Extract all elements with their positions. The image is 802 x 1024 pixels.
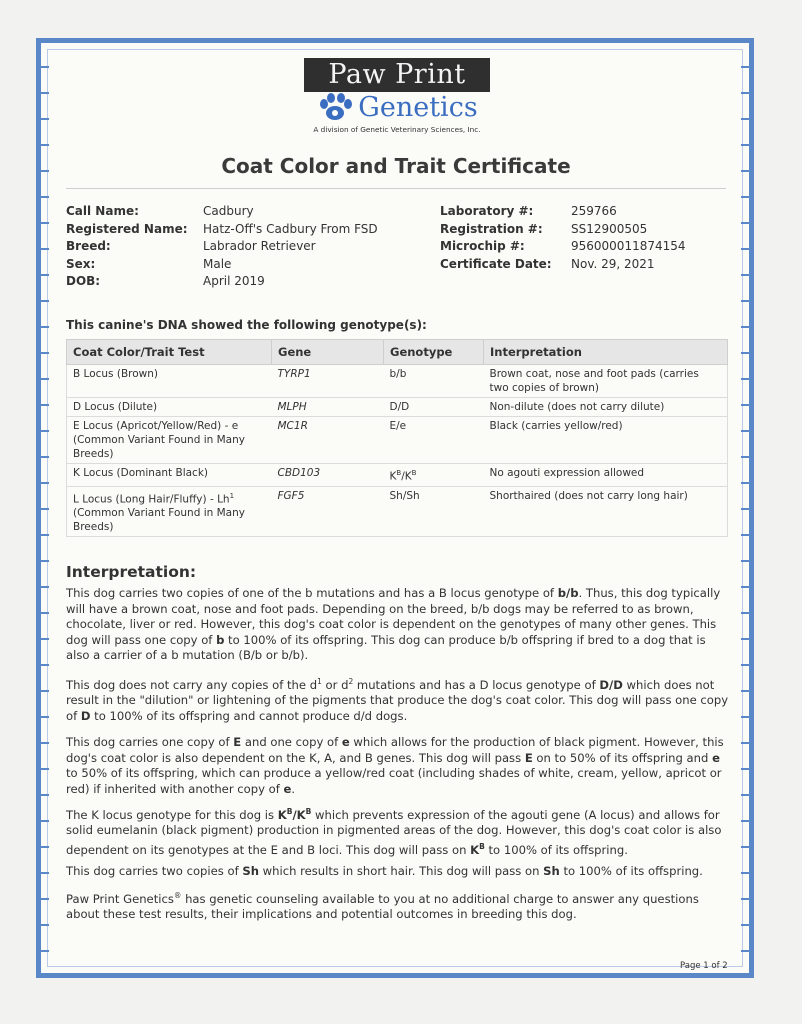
genetic-counseling-paragraph: Paw Print Genetics® has genetic counseling available to you at no additional charge to answer any questions about these test results, their implications and potential outcomes in breeding this dog. xyxy=(66,891,699,922)
paw-print-icon xyxy=(316,93,356,123)
info-label: DOB: xyxy=(66,274,101,288)
border-tick xyxy=(41,222,49,224)
border-tick xyxy=(41,248,49,250)
info-row-certificate-date xyxy=(440,256,686,274)
info-value: Nov. 29, 2021 xyxy=(571,256,655,271)
info-row-registration xyxy=(440,221,686,239)
border-tick xyxy=(41,716,49,718)
border-tick xyxy=(41,196,49,198)
border-tick xyxy=(41,534,49,536)
info-label: Breed: xyxy=(66,239,111,253)
info-value: Male xyxy=(203,256,232,271)
border-tick xyxy=(41,144,49,146)
info-value: Labrador Retriever xyxy=(203,239,316,253)
border-tick xyxy=(41,690,49,692)
test-cell xyxy=(67,365,272,398)
interpretation-cell: Non-dilute (does not carry dilute) xyxy=(484,398,728,417)
gene-cell: FGF5 xyxy=(272,486,384,537)
genotype-cell: E/e xyxy=(384,417,484,464)
info-label: Microchip #: xyxy=(440,239,525,253)
column-header: Gene xyxy=(272,340,384,365)
interpretation-paragraph-b-locus: This dog carries two copies of one of the b mutations and has a B locus genotype of b/b. Thus, this dog typically will have a brown coat, nose and foot pads. Depending on the breed, b/b dogs may be referred to as brown, chocolate, liver or red. However, this dog's coat color is dependent on the genotypes of many other genes. This dog will pass one copy of b to 100% of its offspring. This dog can produce b/b offspring if bred to a dog that is also a carrier of a b mutation (B/b or b/b). xyxy=(66,586,721,662)
border-tick xyxy=(741,300,749,302)
interpretation-paragraph-e-locus: This dog carries one copy of E and one copy of e which allows for the production of black pigment. However, this dog's coat color is also dependent on the K, A, and B genes. This dog will pass E on to 50% of its offspring and e to 50% of its offspring, which can produce a yellow/red coat (including shades of white, cream, yellow, apricot or red) if inherited with another copy of e. xyxy=(66,735,724,796)
interpretation-cell: Shorthaired (does not carry long hair) xyxy=(484,486,728,537)
border-tick xyxy=(741,794,749,796)
border-tick xyxy=(741,612,749,614)
border-tick xyxy=(41,898,49,900)
genotype-table xyxy=(66,339,728,537)
border-tick xyxy=(41,300,49,302)
border-tick xyxy=(41,638,49,640)
info-value: April 2019 xyxy=(203,274,265,288)
table-header-row xyxy=(67,340,728,365)
border-tick xyxy=(41,118,49,120)
border-tick xyxy=(741,768,749,770)
border-tick xyxy=(741,170,749,172)
border-tick xyxy=(741,820,749,822)
info-row-breed xyxy=(66,238,378,256)
gene-cell: CBD103 xyxy=(272,464,384,487)
test-name: D Locus (Dilute) xyxy=(73,401,158,413)
border-tick xyxy=(41,742,49,744)
table-row xyxy=(67,486,728,537)
page-number: Page 1 of 2 xyxy=(680,961,728,971)
border-tick xyxy=(741,586,749,588)
border-tick xyxy=(741,430,749,432)
border-tick xyxy=(741,742,749,744)
border-tick xyxy=(741,950,749,952)
info-label: Registered Name: xyxy=(66,221,188,236)
info-value: 259766 xyxy=(571,204,617,218)
border-tick xyxy=(41,950,49,952)
interpretation-paragraph-d-locus: This dog does not carry any copies of the $d^1$ or $d^2$ mutations and has a D locus genotype of D/D which does not result in the "dilution" or lightening of the pigments that produce the dog's coat color. This dog will pass one copy of D to 100% of its offspring and cannot produce d/d dogs. xyxy=(66,677,729,723)
test-cell xyxy=(67,417,272,464)
info-value: SS12900505 xyxy=(571,221,648,236)
info-value: 956000011874154 xyxy=(571,239,686,253)
border-tick xyxy=(41,66,49,68)
border-tick xyxy=(741,638,749,640)
info-label: Laboratory #: xyxy=(440,204,534,218)
test-superscript: 1 xyxy=(229,491,235,500)
border-tick xyxy=(741,872,749,874)
column-header: Coat Color/Trait Test xyxy=(67,340,272,365)
info-label: Certificate Date: xyxy=(440,256,552,271)
border-tick xyxy=(41,456,49,458)
border-tick xyxy=(741,144,749,146)
info-row-dob xyxy=(66,273,378,291)
border-tick xyxy=(741,196,749,198)
info-label: Sex: xyxy=(66,256,96,271)
border-tick xyxy=(741,222,749,224)
column-header: Genotype xyxy=(384,340,484,365)
border-tick xyxy=(741,560,749,562)
border-tick xyxy=(741,118,749,120)
border-tick xyxy=(41,92,49,94)
border-tick xyxy=(41,872,49,874)
border-tick xyxy=(741,846,749,848)
border-tick xyxy=(41,482,49,484)
test-name: K Locus (Dominant Black) xyxy=(73,467,209,479)
logo-paw-print-text: Paw Print xyxy=(304,58,490,92)
border-tick xyxy=(741,716,749,718)
border-tick xyxy=(741,456,749,458)
info-label: Registration #: xyxy=(440,221,543,236)
page-title: Coat Color and Trait Certificate xyxy=(221,154,571,178)
border-tick xyxy=(41,664,49,666)
border-tick xyxy=(741,482,749,484)
border-tick xyxy=(41,794,49,796)
border-tick xyxy=(41,430,49,432)
border-tick xyxy=(741,404,749,406)
border-tick xyxy=(41,924,49,926)
test-cell xyxy=(67,486,272,537)
border-tick xyxy=(741,690,749,692)
border-tick xyxy=(741,898,749,900)
border-tick xyxy=(41,846,49,848)
test-cell xyxy=(67,464,272,487)
title-divider xyxy=(66,188,726,189)
border-tick xyxy=(741,248,749,250)
info-row-call-name xyxy=(66,203,378,221)
border-tick xyxy=(741,378,749,380)
test-cell xyxy=(67,398,272,417)
interpretation-cell: Brown coat, nose and foot pads (carries two copies of brown) xyxy=(484,365,728,398)
genotype-cell: $K^B/K^B$ xyxy=(384,464,484,487)
interpretation-cell: Black (carries yellow/red) xyxy=(484,417,728,464)
info-label: Call Name: xyxy=(66,204,139,218)
interpretation-cell: No agouti expression allowed xyxy=(484,464,728,487)
genotype-cell: D/D xyxy=(384,398,484,417)
test-name: E Locus (Apricot/Yellow/Red) - e xyxy=(73,420,239,432)
border-tick xyxy=(41,378,49,380)
border-tick xyxy=(741,664,749,666)
gene-cell: MLPH xyxy=(272,398,384,417)
border-tick xyxy=(41,768,49,770)
test-note: (Common Variant Found in Many Breeds) xyxy=(73,434,245,460)
interpretation-paragraph-l-locus: This dog carries two copies of Sh which results in short hair. This dog will pass on Sh to 100% of its offspring. xyxy=(66,864,703,878)
info-row-microchip xyxy=(440,238,686,256)
test-name: B Locus (Brown) xyxy=(73,368,159,380)
gene-cell: TYRP1 xyxy=(272,365,384,398)
info-row-laboratory xyxy=(440,203,686,221)
border-tick xyxy=(741,534,749,536)
interpretation-heading: Interpretation: xyxy=(66,563,197,581)
table-row xyxy=(67,464,728,487)
table-row xyxy=(67,365,728,398)
border-tick xyxy=(41,612,49,614)
info-row-registered-name xyxy=(66,221,378,239)
border-tick xyxy=(741,924,749,926)
border-tick xyxy=(741,274,749,276)
dna-heading: This canine's DNA showed the following genotype(s): xyxy=(66,318,427,332)
border-tick xyxy=(41,560,49,562)
column-header: Interpretation xyxy=(484,340,728,365)
border-tick xyxy=(41,820,49,822)
border-tick xyxy=(41,586,49,588)
logo-tagline: A division of Genetic Veterinary Sciences, Inc. xyxy=(313,125,481,134)
dog-info-left xyxy=(66,203,378,291)
info-value: Hatz-Off's Cadbury From FSD xyxy=(203,221,378,236)
logo-genetics-text: Genetics xyxy=(358,92,478,123)
border-tick xyxy=(41,274,49,276)
border-tick xyxy=(41,352,49,354)
border-tick xyxy=(741,326,749,328)
table-row xyxy=(67,398,728,417)
info-row-sex xyxy=(66,256,378,274)
genotype-cell: b/b xyxy=(384,365,484,398)
dog-info-right xyxy=(440,203,686,273)
test-note: (Common Variant Found in Many Breeds) xyxy=(73,507,245,533)
table-row xyxy=(67,417,728,464)
border-tick xyxy=(741,352,749,354)
test-name: L Locus (Long Hair/Fluffy) - Lh xyxy=(73,493,230,505)
info-value: Cadbury xyxy=(203,204,254,218)
border-tick xyxy=(41,508,49,510)
genotype-cell: Sh/Sh xyxy=(384,486,484,537)
gene-cell: MC1R xyxy=(272,417,384,464)
border-tick xyxy=(741,66,749,68)
border-tick xyxy=(741,92,749,94)
border-tick xyxy=(41,326,49,328)
border-tick xyxy=(741,508,749,510)
company-logo xyxy=(304,58,490,134)
interpretation-paragraph-k-locus: The K locus genotype for this dog is $K^B/K^B$ which prevents expression of the agouti gene (A locus) and allows for solid eumelanin (black pigment) production in pigmented areas of the dog. However, this dog's coat color is also dependent on its genotypes at the E and B loci. This dog will pass on $K^B$ to 100% of its offspring. xyxy=(66,807,722,857)
border-tick xyxy=(41,170,49,172)
border-tick xyxy=(41,404,49,406)
